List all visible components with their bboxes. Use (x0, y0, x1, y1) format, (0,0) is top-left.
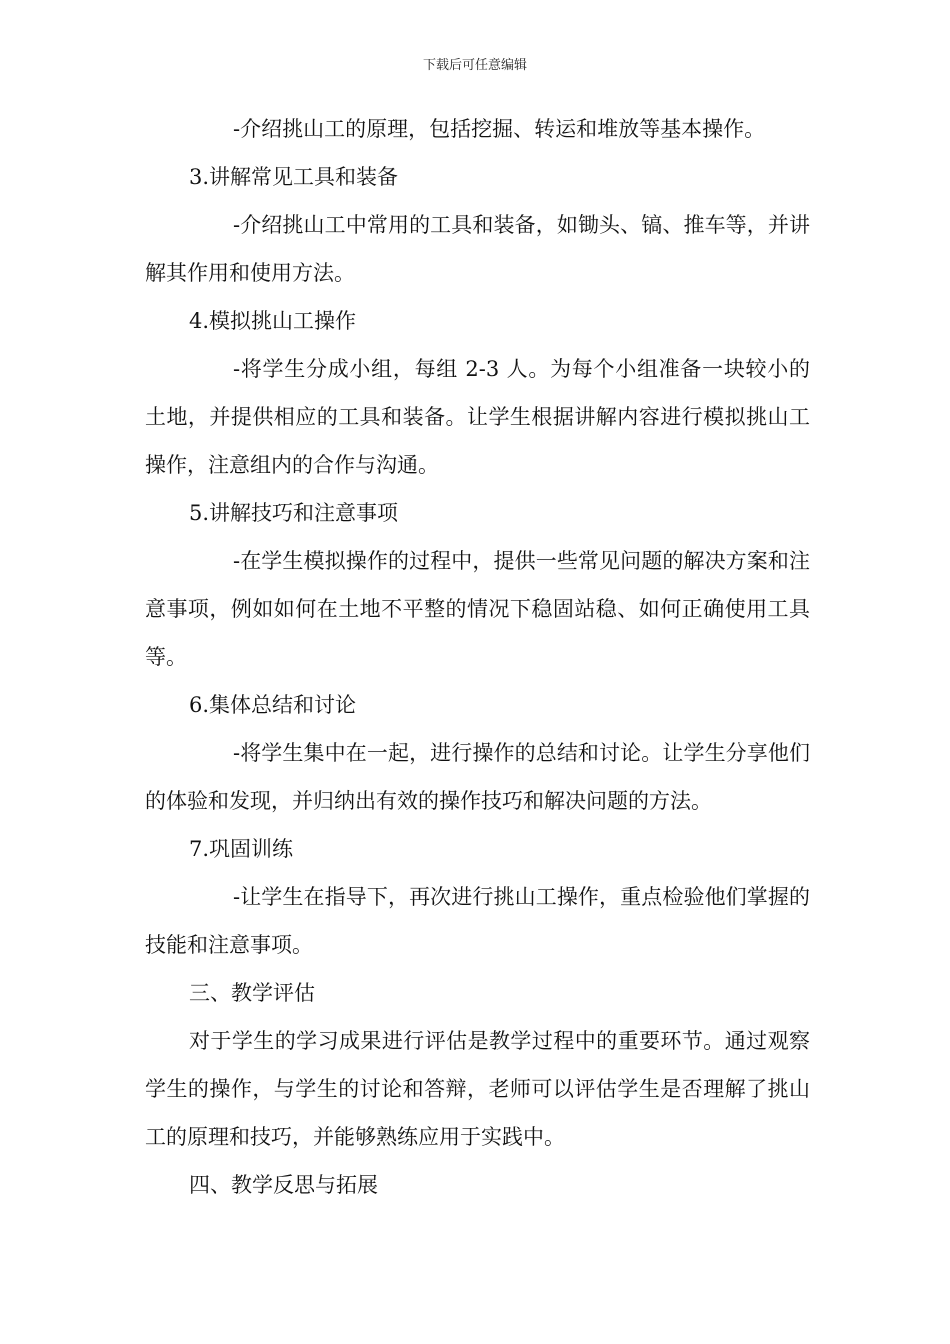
paragraph-evaluation: 对于学生的学习成果进行评估是教学过程中的重要环节。通过观察学生的操作，与学生的讨论和答辩，老师可以评估学生是否理解了挑山工的原理和技巧，并能够熟练应用于实践中。 (145, 1029, 810, 1149)
paragraph-practice: -让学生在指导下，再次进行挑山工操作，重点检验他们掌握的技能和注意事项。 (145, 885, 810, 957)
heading-simulation: 4.模拟挑山工操作 (189, 309, 357, 333)
heading-techniques: 5.讲解技巧和注意事项 (189, 501, 399, 525)
heading-summary: 6.集体总结和讨论 (189, 693, 357, 717)
paragraph-summary: -将学生集中在一起，进行操作的总结和讨论。让学生分享他们的体验和发现，并归纳出有效的操作技巧和解决问题的方法。 (145, 741, 810, 813)
section-reflection: 四、教学反思与拓展 (189, 1173, 378, 1197)
document-body (145, 105, 810, 1209)
page-header: 下载后可任意编辑 (422, 58, 527, 73)
heading-tools: 3.讲解常见工具和装备 (189, 165, 399, 189)
paragraph-simulation: -将学生分成小组，每组 2-3 人。为每个小组准备一块较小的土地，并提供相应的工具和装备。让学生根据讲解内容进行模拟挑山工操作，注意组内的合作与沟通。 (145, 357, 810, 477)
heading-practice: 7.巩固训练 (189, 837, 294, 861)
paragraph-principle: -介绍挑山工的原理，包括挖掘、转运和堆放等基本操作。 (233, 117, 766, 141)
paragraph-techniques: -在学生模拟操作的过程中，提供一些常见问题的解决方案和注意事项，例如如何在土地不平整的情况下稳固站稳、如何正确使用工具等。 (145, 549, 810, 669)
section-evaluation: 三、教学评估 (189, 981, 315, 1005)
paragraph-tools: -介绍挑山工中常用的工具和装备，如锄头、镐、推车等，并讲解其作用和使用方法。 (145, 213, 810, 285)
